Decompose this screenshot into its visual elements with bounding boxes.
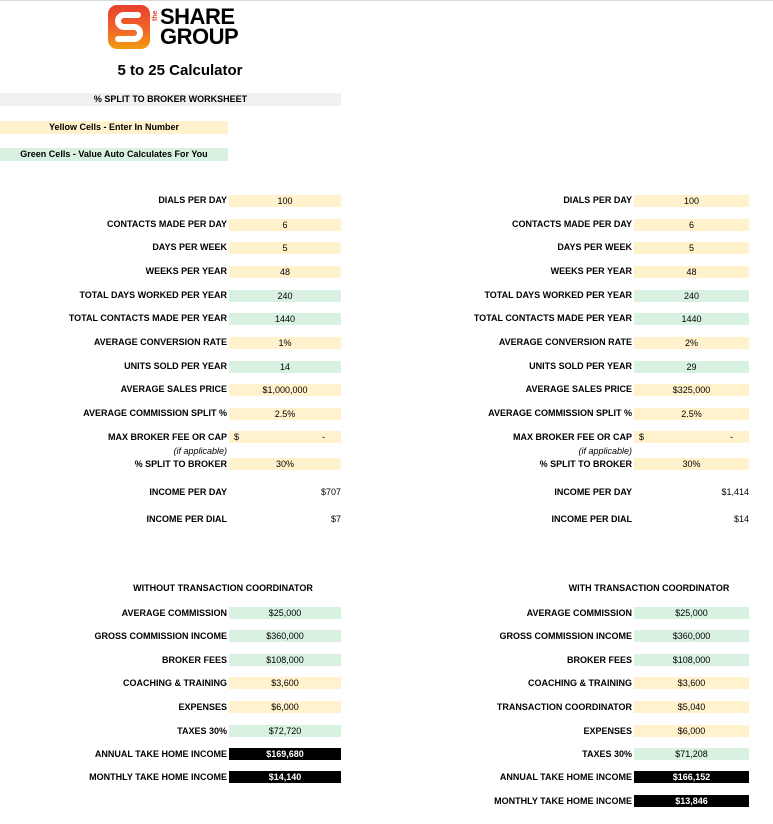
calc-cell: 1440 (634, 313, 749, 325)
input-cell[interactable]: 2.5% (634, 408, 749, 420)
max-broker-fee-label: MAX BROKER FEE OR CAP (107, 432, 227, 442)
take-home-cell: $169,680 (229, 748, 341, 760)
summary-label: TRANSACTION COORDINATOR (496, 702, 632, 712)
calc-cell: $25,000 (229, 607, 341, 619)
logo-share: SHARE (160, 4, 235, 29)
input-cell[interactable]: 100 (229, 195, 341, 207)
row-label: CONTACTS MADE PER DAY (106, 219, 227, 229)
income-per-day-value: $1,414 (721, 487, 749, 497)
input-cell[interactable]: $325,000 (634, 384, 749, 396)
income-per-day-label: INCOME PER DAY (149, 487, 227, 497)
calc-cell: 240 (229, 290, 341, 302)
row-label: AVERAGE CONVERSION RATE (498, 337, 632, 347)
take-home-cell: $13,846 (634, 795, 749, 807)
input-cell[interactable]: 48 (229, 266, 341, 278)
split-to-broker-cell[interactable]: 30% (229, 458, 341, 470)
legend-green: Green Cells - Value Auto Calculates For You (0, 148, 228, 161)
row-label: WEEKS PER YEAR (550, 266, 632, 276)
input-cell[interactable]: 5 (229, 242, 341, 254)
take-home-cell: $14,140 (229, 771, 341, 783)
logo-s-icon (107, 4, 151, 50)
summary-label: BROKER FEES (566, 655, 632, 665)
max-broker-fee-label: MAX BROKER FEE OR CAP (512, 432, 632, 442)
max-broker-fee-cell[interactable] (634, 431, 749, 443)
top-border (0, 0, 773, 1)
currency-symbol: $ (639, 432, 645, 442)
input-cell[interactable]: $6,000 (229, 701, 341, 713)
summary-label: COACHING & TRAINING (528, 678, 632, 688)
calc-cell: 1440 (229, 313, 341, 325)
split-to-broker-cell[interactable]: 30% (634, 458, 749, 470)
income-per-dial-value: $7 (330, 514, 341, 524)
split-to-broker-label: % SPLIT TO BROKER (134, 459, 227, 469)
summary-label: BROKER FEES (161, 655, 227, 665)
input-cell[interactable]: 6 (229, 219, 341, 231)
input-cell[interactable]: $3,600 (634, 677, 749, 689)
input-cell[interactable]: 5 (634, 242, 749, 254)
summary-label: AVERAGE COMMISSION (526, 608, 632, 618)
legend-yellow: Yellow Cells - Enter In Number (0, 121, 228, 134)
calc-cell: 14 (229, 361, 341, 373)
row-label: AVERAGE COMMISSION SPLIT % (83, 408, 227, 418)
logo-the: the (152, 10, 159, 21)
summary-label: ANNUAL TAKE HOME INCOME (499, 772, 632, 782)
row-label: TOTAL CONTACTS MADE PER YEAR (68, 313, 227, 323)
summary-label: MONTHLY TAKE HOME INCOME (89, 772, 227, 782)
income-per-dial-label: INCOME PER DIAL (551, 514, 632, 524)
input-cell[interactable]: 6 (634, 219, 749, 231)
summary-label: EXPENSES (583, 726, 632, 736)
summary-label: TAXES 30% (177, 726, 227, 736)
calc-cell: $108,000 (634, 654, 749, 666)
currency-symbol: $ (234, 432, 240, 442)
summary-label: COACHING & TRAINING (123, 678, 227, 688)
input-cell[interactable]: 100 (634, 195, 749, 207)
row-label: TOTAL CONTACTS MADE PER YEAR (473, 313, 632, 323)
row-label: DAYS PER WEEK (557, 242, 632, 252)
input-cell[interactable]: 2.5% (229, 408, 341, 420)
row-label: AVERAGE CONVERSION RATE (93, 337, 227, 347)
summary-label: GROSS COMMISSION INCOME (499, 631, 632, 641)
row-label: TOTAL DAYS WORKED PER YEAR (79, 290, 227, 300)
summary-label: EXPENSES (178, 702, 227, 712)
input-cell[interactable]: $3,600 (229, 677, 341, 689)
summary-label: TAXES 30% (582, 749, 632, 759)
calc-cell: $108,000 (229, 654, 341, 666)
income-per-dial-label: INCOME PER DIAL (146, 514, 227, 524)
max-broker-fee-cell[interactable] (229, 431, 341, 443)
if-applicable-note: (if applicable) (173, 446, 227, 456)
calc-cell: $360,000 (634, 630, 749, 642)
split-to-broker-label: % SPLIT TO BROKER (539, 459, 632, 469)
logo-group: GROUP (160, 24, 239, 49)
worksheet-label: % SPLIT TO BROKER WORKSHEET (0, 93, 341, 106)
summary-label: AVERAGE COMMISSION (121, 608, 227, 618)
summary-label: MONTHLY TAKE HOME INCOME (494, 796, 632, 806)
calc-cell: $25,000 (634, 607, 749, 619)
calc-cell: $72,720 (229, 725, 341, 737)
input-cell[interactable]: $6,000 (634, 725, 749, 737)
input-cell[interactable]: 48 (634, 266, 749, 278)
row-label: DAYS PER WEEK (152, 242, 227, 252)
take-home-cell: $166,152 (634, 771, 749, 783)
row-label: WEEKS PER YEAR (145, 266, 227, 276)
calc-cell: $360,000 (229, 630, 341, 642)
if-applicable-note: (if applicable) (578, 446, 632, 456)
income-per-day-label: INCOME PER DAY (554, 487, 632, 497)
calc-cell: 240 (634, 290, 749, 302)
input-cell[interactable]: $5,040 (634, 701, 749, 713)
input-cell[interactable]: 2% (634, 337, 749, 349)
summary-label: GROSS COMMISSION INCOME (94, 631, 227, 641)
row-label: AVERAGE COMMISSION SPLIT % (488, 408, 632, 418)
max-broker-fee-value: - (322, 432, 325, 442)
income-per-day-value: $707 (320, 487, 341, 497)
row-label: AVERAGE SALES PRICE (525, 384, 632, 394)
input-cell[interactable]: $1,000,000 (229, 384, 341, 396)
row-label: DIALS PER DAY (158, 195, 227, 205)
input-cell[interactable]: 1% (229, 337, 341, 349)
row-label: AVERAGE SALES PRICE (120, 384, 227, 394)
calc-cell: 29 (634, 361, 749, 373)
row-label: DIALS PER DAY (563, 195, 632, 205)
calc-cell: $71,208 (634, 748, 749, 760)
summary-label: ANNUAL TAKE HOME INCOME (94, 749, 227, 759)
row-label: UNITS SOLD PER YEAR (124, 361, 227, 371)
share-group-logo (107, 4, 242, 50)
row-label: CONTACTS MADE PER DAY (511, 219, 632, 229)
section-title: WITH TRANSACTION COORDINATOR (568, 583, 730, 593)
page-title: 5 to 25 Calculator (117, 62, 243, 79)
row-label: TOTAL DAYS WORKED PER YEAR (484, 290, 632, 300)
section-title: WITHOUT TRANSACTION COORDINATOR (133, 583, 313, 593)
row-label: UNITS SOLD PER YEAR (529, 361, 632, 371)
income-per-dial-value: $14 (733, 514, 749, 524)
max-broker-fee-value: - (730, 432, 733, 442)
